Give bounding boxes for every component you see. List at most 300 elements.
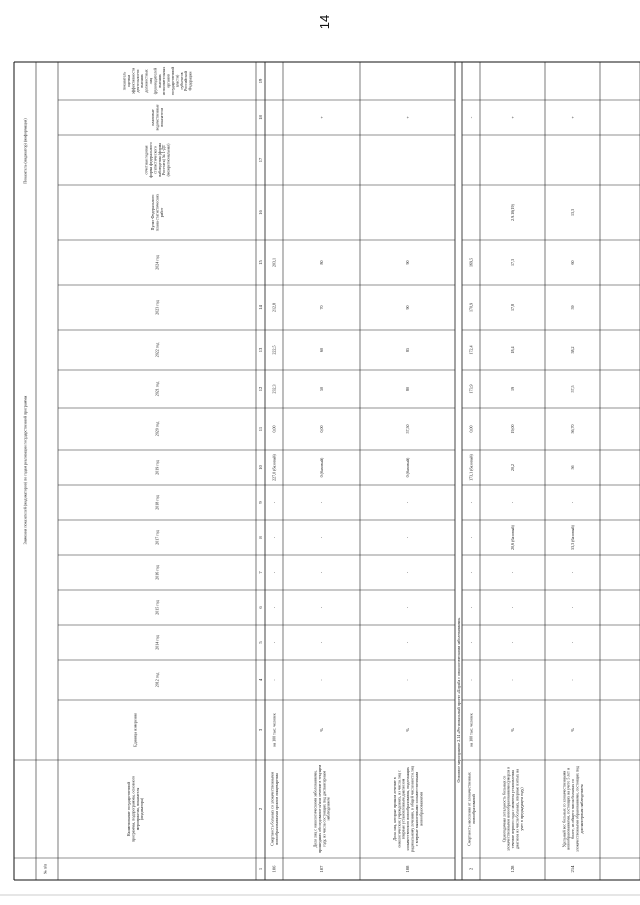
row-128-name-line: учет в предыдущем году) — [518, 787, 524, 831]
row-214-value-2-line: - — [570, 641, 576, 644]
header-link-group — [23, 118, 28, 184]
row-2-value-9 — [469, 385, 475, 394]
row-108-value-4 — [405, 571, 410, 573]
header-values-group — [23, 395, 28, 544]
header-col17-line: Росстата) № 1-ДТ — [161, 144, 167, 176]
row-128-value-2 — [510, 641, 515, 643]
col-number-13 — [258, 347, 263, 352]
header-col16-line: плана статистических — [154, 193, 160, 232]
header-col17-line: наблюдения (форма — [156, 143, 162, 177]
row-214-name-line: новообразованиями, состоящих на учете 5 лет и — [565, 768, 571, 850]
col-number-10-line: 10 — [258, 465, 264, 470]
col-number-2-line: 2 — [258, 807, 264, 811]
row-108-value-5 — [405, 536, 410, 538]
row-2-value-7 — [469, 453, 475, 480]
row-2-value-3 — [469, 606, 474, 608]
row-108-value-9 — [405, 387, 410, 391]
row-107-value-8-line: 0,00 — [319, 425, 325, 433]
row-128-value-5-line: 20,6 (базовый) — [510, 525, 516, 550]
header-col16-line: работ — [159, 207, 164, 218]
row-128-col18-line: + — [510, 116, 516, 119]
col-number-8-line: 8 — [258, 536, 264, 539]
row-107-value-12 — [319, 261, 324, 265]
col-number-14-line: 14 — [258, 305, 264, 310]
row-108-value-10-line: 85 — [405, 348, 411, 352]
row-106-value-4-line: - — [271, 571, 277, 574]
row-108-value-4-line: - — [405, 571, 411, 574]
row-107-value-2 — [319, 641, 324, 643]
row-2-value-5-line: - — [468, 536, 474, 539]
row-108-value-5-line: - — [405, 536, 411, 539]
row-106-num — [272, 865, 277, 873]
row-128-value-9-line: 19 — [510, 387, 516, 391]
col-number-17 — [258, 157, 263, 162]
row-108-name-line: злокачественного новообразования, подлежащих — [405, 767, 411, 851]
row-214-value-5 — [570, 524, 576, 549]
header-year-4 — [155, 565, 160, 579]
header-year-2 — [155, 635, 160, 649]
row-128-unit-line: % — [510, 728, 516, 732]
row-106-value-6 — [272, 501, 277, 503]
row-107-value-5 — [319, 536, 324, 538]
row-128-name-line: диагноза из числа больных, впервые взятых на — [514, 769, 520, 849]
row-108-name-line: Доля лиц, которые прошли лечение в — [391, 777, 397, 841]
row-106-value-11-line: 212,8 — [271, 303, 277, 312]
row-108-name-line: новообразованиями — [418, 792, 424, 826]
row-108-unit — [405, 728, 410, 732]
row-2-unit — [469, 713, 474, 747]
row-128-value-12 — [510, 259, 516, 266]
row-108-value-1-line: - — [405, 679, 411, 681]
row-214-name — [561, 766, 584, 852]
row-107-num — [319, 865, 324, 873]
col-number-18 — [258, 115, 263, 120]
row-108-unit-line: % — [405, 728, 411, 732]
header-col17 — [144, 142, 171, 177]
col-number-18-line: 18 — [258, 115, 264, 120]
header-link-group-line: Показатель (индикатор) (информация) — [22, 118, 28, 184]
row-106-value-2 — [272, 641, 277, 643]
row-107-value-11-line: 70 — [319, 305, 325, 310]
row-214-name-line: диспансерным наблюдением — [578, 784, 584, 834]
row-108-value-2-line: - — [405, 641, 411, 644]
row-214-value-4-line: - — [570, 571, 576, 574]
col-number-14 — [258, 305, 263, 310]
row-2-num-line: 2 — [468, 867, 474, 871]
row-106-value-8-line: 0,00 — [271, 425, 277, 433]
row-214-value-4 — [570, 571, 575, 573]
row-108-value-7-line: 0 (базовый) — [405, 457, 411, 478]
row-214-value-9-line: 57,5 — [570, 385, 576, 393]
row-107-value-10 — [319, 348, 324, 352]
row-108-value-9-line: 80 — [405, 387, 411, 391]
row-214-value-9 — [570, 386, 576, 393]
col-number-13-line: 13 — [258, 347, 264, 353]
section-title — [456, 617, 461, 782]
row-2-value-8 — [469, 426, 475, 433]
row-214-value-10-line: 58,2 — [570, 346, 576, 354]
col-number-2 — [258, 807, 263, 810]
header-values-group-line: Значения показателей (индикаторов) по годам реализации государственной программы — [22, 395, 28, 545]
row-107-name-line: году, из числа состоящих под диспансерным — [321, 771, 327, 847]
row-128-col16 — [510, 204, 515, 221]
header-col19-line: должностных — [143, 69, 149, 93]
row-128-name — [501, 767, 524, 851]
col-number-9 — [258, 501, 263, 504]
row-128-value-1-line: - — [510, 679, 516, 681]
row-106-value-12-line: 203,1 — [271, 258, 277, 267]
row-128-value-11-line: 17,8 — [510, 304, 516, 311]
header-year-11-line: 2023 год — [154, 300, 160, 315]
row-108-value-2 — [405, 641, 410, 643]
row-107-value-12-line: 80 — [319, 260, 325, 265]
row-128-name-line: Одногодичная летальность больных со — [501, 775, 507, 843]
row-128-value-10-line: 18,4 — [510, 346, 516, 354]
header-name-line: мероприятия, показателя — [134, 787, 140, 831]
header-col19-line: высших — [139, 74, 145, 88]
row-107-value-10-line: 60 — [319, 348, 325, 352]
col-number-10 — [258, 465, 263, 470]
row-128-value-9 — [510, 387, 515, 391]
row-128-value-1 — [510, 679, 515, 681]
row-108-value-6 — [405, 501, 410, 503]
row-107-unit — [319, 728, 324, 732]
row-2-value-1-line: - — [468, 679, 474, 681]
row-128-value-3-line: - — [510, 606, 516, 609]
row-128-col16-line: 2.9.10(19) — [510, 204, 516, 221]
row-108-value-10 — [405, 348, 410, 352]
header-num-line: № п/п — [42, 863, 48, 875]
header-year-5 — [155, 530, 160, 544]
header-col19-line: власти) — [174, 74, 180, 88]
row-106-value-4 — [272, 571, 277, 573]
row-106-value-8 — [272, 426, 278, 433]
row-2-value-10-line: 172,4 — [468, 345, 474, 355]
row-106-value-5 — [272, 536, 277, 538]
row-214-value-1 — [570, 679, 575, 681]
header-year-4-line: 2016 год — [154, 565, 160, 580]
row-107-col18-line: + — [319, 116, 325, 119]
header-year-2-line: 2014 год — [154, 635, 160, 650]
row-2-value-2-line: - — [468, 641, 474, 644]
row-106-value-3-line: - — [271, 606, 277, 609]
row-214-value-8-line: 56,70 — [570, 424, 576, 434]
row-106-value-10 — [272, 346, 278, 355]
header-year-10 — [155, 343, 160, 357]
row-2-value-4 — [469, 571, 474, 573]
row-106-name-line: новообразованиями органов пищеварения — [273, 773, 279, 845]
row-106-value-9 — [272, 385, 278, 394]
header-name-line: программы, подпрограммы, основного — [130, 775, 136, 843]
col-number-1-line: 1 — [258, 867, 264, 871]
row-108-name-line: с впервые выявленными злокачественными — [413, 771, 419, 847]
row-106-value-1-line: - — [271, 679, 277, 681]
row-107-value-9-line: 50 — [319, 387, 325, 391]
row-108-name-line: радикальному лечению, в общей численности лиц — [409, 766, 415, 852]
row-106-value-7 — [272, 453, 278, 480]
row-128-value-2-line: - — [510, 641, 516, 644]
header-col19-line: показатель — [121, 71, 127, 91]
section-title-line: Основное мероприятие 2.14 «Региональный проект «Борьба с онкологическими заболеваниями» — [456, 617, 462, 783]
row-128-value-4 — [510, 571, 515, 573]
row-2-value-10 — [469, 346, 475, 355]
row-214-col18-line: + — [570, 116, 576, 119]
row-128-value-3 — [510, 606, 515, 608]
row-107-name-line: прошедших обследование и/или лечение в текущем — [316, 764, 322, 854]
row-214-value-6 — [570, 501, 575, 503]
header-col19-line: лиц — [148, 77, 153, 85]
row-108-value-12 — [405, 261, 410, 265]
header-unit — [133, 713, 138, 747]
col-number-7-line: 7 — [258, 571, 264, 574]
row-128-value-6 — [510, 501, 515, 503]
header-col19-line: Российской — [183, 71, 189, 91]
row-2-value-4-line: - — [468, 571, 474, 574]
row-107-value-6-line: - — [319, 501, 325, 504]
col-number-6-line: 6 — [258, 606, 264, 609]
row-107-value-2-line: - — [319, 641, 325, 644]
header-name — [126, 776, 144, 842]
row-2-col18 — [469, 116, 474, 118]
row-107-value-3-line: - — [319, 606, 325, 609]
col-number-11-line: 11 — [258, 426, 264, 432]
row-128-name-line: злокачественными новообразованиями (умерли в — [505, 766, 511, 852]
header-year-12-line: 2024 год — [154, 255, 160, 270]
row-106-value-2-line: - — [271, 641, 277, 644]
col-number-19 — [258, 78, 263, 83]
header-col17-line: статистического — [152, 146, 158, 174]
col-number-12-line: 12 — [258, 386, 264, 392]
header-col19-line: органов — [165, 74, 171, 88]
row-106-unit — [272, 713, 277, 747]
row-214-unit — [570, 728, 575, 732]
row-108-col18 — [405, 116, 410, 119]
row-108-name — [392, 765, 423, 852]
row-2-name-line: новообразований — [470, 794, 476, 824]
row-107-value-7-line: 0 (базовый) — [319, 457, 325, 478]
col-number-15-line: 15 — [258, 260, 264, 265]
row-214-value-11 — [570, 306, 575, 310]
row-2-value-12-line: 169,5 — [468, 258, 474, 267]
header-col18-line: показатели — [159, 108, 164, 127]
row-106-value-9-line: 232,3 — [271, 384, 277, 394]
row-2-value-3-line: - — [468, 606, 474, 609]
row-108-value-7 — [405, 457, 410, 477]
header-col19-line: высших — [156, 74, 162, 88]
header-col19 — [122, 66, 193, 95]
header-col18-line: плановые — [150, 109, 156, 126]
header-col19-line: деятельности — [134, 69, 140, 93]
row-108-value-8 — [405, 425, 411, 434]
row-108-value-6-line: - — [405, 501, 411, 504]
header-name-line: (индикатора) — [139, 797, 145, 821]
header-col19-line: исполнительных — [161, 66, 167, 96]
col-number-17-line: 17 — [258, 157, 264, 163]
row-106-value-1 — [272, 679, 277, 681]
row-2-value-8-line: 0,00 — [468, 425, 474, 433]
row-2-value-1 — [469, 679, 474, 681]
row-108-num-line: 108 — [405, 865, 411, 873]
col-number-9-line: 9 — [258, 501, 264, 504]
row-214-value-1-line: - — [570, 679, 576, 681]
row-107-name-line: Доля лиц с онкологическими заболеваниями, — [312, 770, 318, 848]
row-128-name-line: течение первого года с момента установления — [510, 769, 516, 849]
row-128-value-12-line: 17,3 — [510, 259, 516, 266]
row-2-unit-line: на 100 тыс. человек — [468, 713, 474, 747]
col-number-7 — [258, 571, 263, 574]
header-year-12 — [155, 255, 160, 269]
header-col19-line: Федерации — [187, 71, 193, 91]
row-214-col16-line: 13,3 — [570, 209, 576, 216]
row-214-value-3-line: - — [570, 606, 576, 609]
header-year-5-line: 2017 год — [154, 530, 160, 545]
header-col16-line: Пункт Федерального — [150, 194, 156, 231]
row-106-name — [269, 771, 278, 845]
header-unit-line: Единица измерения — [132, 713, 138, 747]
row-214-unit-line: % — [570, 728, 576, 732]
row-2-value-11-line: 170,9 — [468, 303, 474, 312]
row-214-value-3 — [570, 606, 575, 608]
col-number-15 — [258, 260, 263, 265]
row-108-value-3 — [405, 606, 410, 608]
row-128-value-8-line: 19,00 — [510, 424, 516, 434]
row-214-value-6-line: - — [570, 501, 576, 504]
header-year-8 — [155, 422, 160, 436]
row-2-name — [466, 772, 475, 845]
header-year-7-line: 2019 год — [154, 460, 160, 475]
header-year-7 — [155, 460, 160, 474]
row-107-value-4-line: - — [319, 571, 325, 574]
row-106-name-line: Смертность больных со злокачественными — [269, 772, 275, 846]
col-number-1 — [258, 867, 263, 870]
header-col17-line: (межрегиональная) — [165, 143, 171, 177]
row-214-col18 — [570, 116, 575, 119]
row-128-value-11 — [510, 304, 516, 311]
row-108-name-line: впервые установленным диагнозом — [400, 778, 406, 840]
row-107-value-9 — [319, 387, 324, 391]
header-col19-line: оценки — [126, 74, 131, 88]
row-107-value-1-line: - — [319, 679, 325, 681]
row-2-col18-line: - — [468, 116, 474, 119]
row-106-value-5-line: - — [271, 536, 277, 539]
col-number-16-line: 16 — [258, 210, 264, 215]
col-number-4 — [258, 678, 263, 681]
row-108-col18-line: + — [405, 116, 411, 119]
row-107-num-line: 107 — [319, 865, 325, 873]
row-2-value-6-line: - — [468, 501, 474, 504]
row-128-value-7-line: 20,2 — [510, 464, 516, 471]
row-108-num — [405, 865, 410, 873]
page-number: 14 — [317, 14, 332, 30]
header-year-1 — [155, 673, 160, 687]
col-number-11 — [258, 426, 263, 431]
row-214-value-2 — [570, 641, 575, 643]
row-214-value-5-line: 53,3 (базовый) — [570, 525, 576, 550]
row-214-value-7 — [570, 466, 575, 470]
row-214-num-line: 214 — [570, 865, 576, 873]
header-year-6 — [155, 495, 160, 509]
row-2-value-6 — [469, 501, 474, 503]
row-107-name-line: наблюдением — [325, 797, 331, 821]
row-107-value-5-line: - — [319, 536, 325, 539]
header-col19-line: эффективности — [130, 67, 136, 95]
header-year-1-line: 2012 год — [154, 672, 160, 688]
row-214-name-line: более, из общего числа больных со — [570, 779, 576, 839]
row-108-value-1 — [405, 679, 410, 681]
row-107-value-4 — [319, 571, 324, 573]
header-year-9 — [155, 382, 160, 396]
row-107-name — [313, 764, 331, 853]
col-number-3-line: 3 — [258, 728, 264, 732]
row-2-value-9-line: 173,9 — [468, 384, 474, 394]
row-107-value-8 — [319, 426, 325, 433]
row-107-value-6 — [319, 501, 324, 503]
row-107-value-3 — [319, 606, 324, 608]
row-2-value-12 — [469, 258, 475, 267]
row-214-col16 — [570, 209, 576, 216]
row-106-value-10-line: 222,5 — [271, 345, 277, 355]
row-107-unit-line: % — [319, 728, 325, 732]
col-number-3 — [258, 728, 263, 731]
row-106-value-7-line: 227,0 (базовый) — [271, 454, 277, 481]
row-214-value-10 — [570, 347, 576, 354]
header-year-3-line: 2015 год — [154, 600, 160, 615]
row-106-value-11 — [272, 303, 278, 312]
col-number-4-line: 4 — [258, 678, 264, 682]
row-106-num-line: 106 — [271, 865, 277, 873]
row-108-value-11-line: 90 — [405, 305, 411, 310]
row-128-value-8 — [510, 425, 516, 434]
row-214-value-12-line: 60 — [570, 260, 576, 265]
row-214-num — [570, 865, 575, 873]
header-col19-line: (руководителей — [152, 67, 158, 95]
row-2-value-11 — [469, 303, 475, 312]
row-128-value-10 — [510, 347, 516, 354]
row-214-value-7-line: 56 — [570, 465, 576, 470]
row-107-value-11 — [319, 306, 324, 310]
header-year-3 — [155, 600, 160, 614]
header-year-8-line: 2020 год — [154, 421, 160, 437]
row-128-value-5 — [510, 524, 516, 549]
header-year-10-line: 2022 год — [154, 342, 160, 358]
row-107-value-7 — [319, 457, 324, 477]
col-number-19-line: 19 — [258, 78, 264, 84]
header-col18 — [150, 104, 164, 130]
row-128-col18 — [510, 116, 515, 119]
header-year-9-line: 2021 год — [154, 381, 160, 397]
row-107-value-1 — [319, 679, 324, 681]
col-number-8 — [258, 536, 263, 539]
row-2-value-7-line: 173,1 (базовый) — [468, 454, 474, 481]
col-number-16 — [258, 210, 263, 215]
header-year-6-line: 2018 год — [154, 495, 160, 510]
row-106-value-3 — [272, 606, 277, 608]
col-number-5 — [258, 641, 263, 644]
row-108-value-11 — [405, 306, 410, 310]
row-108-value-3-line: - — [405, 606, 411, 609]
row-128-value-7 — [510, 464, 516, 471]
row-107-col18 — [319, 116, 324, 119]
col-number-12 — [258, 386, 263, 391]
row-128-num — [510, 865, 515, 873]
row-128-value-4-line: - — [510, 571, 516, 574]
row-214-name-line: злокачественными образованиями, состоящих под — [574, 766, 580, 852]
row-214-value-12 — [570, 261, 575, 265]
col-number-5-line: 5 — [258, 641, 264, 644]
row-106-value-6-line: - — [271, 501, 277, 504]
row-2-name-line: Смертность населения от злокачественных — [466, 772, 472, 846]
row-128-num-line: 128 — [510, 865, 516, 873]
